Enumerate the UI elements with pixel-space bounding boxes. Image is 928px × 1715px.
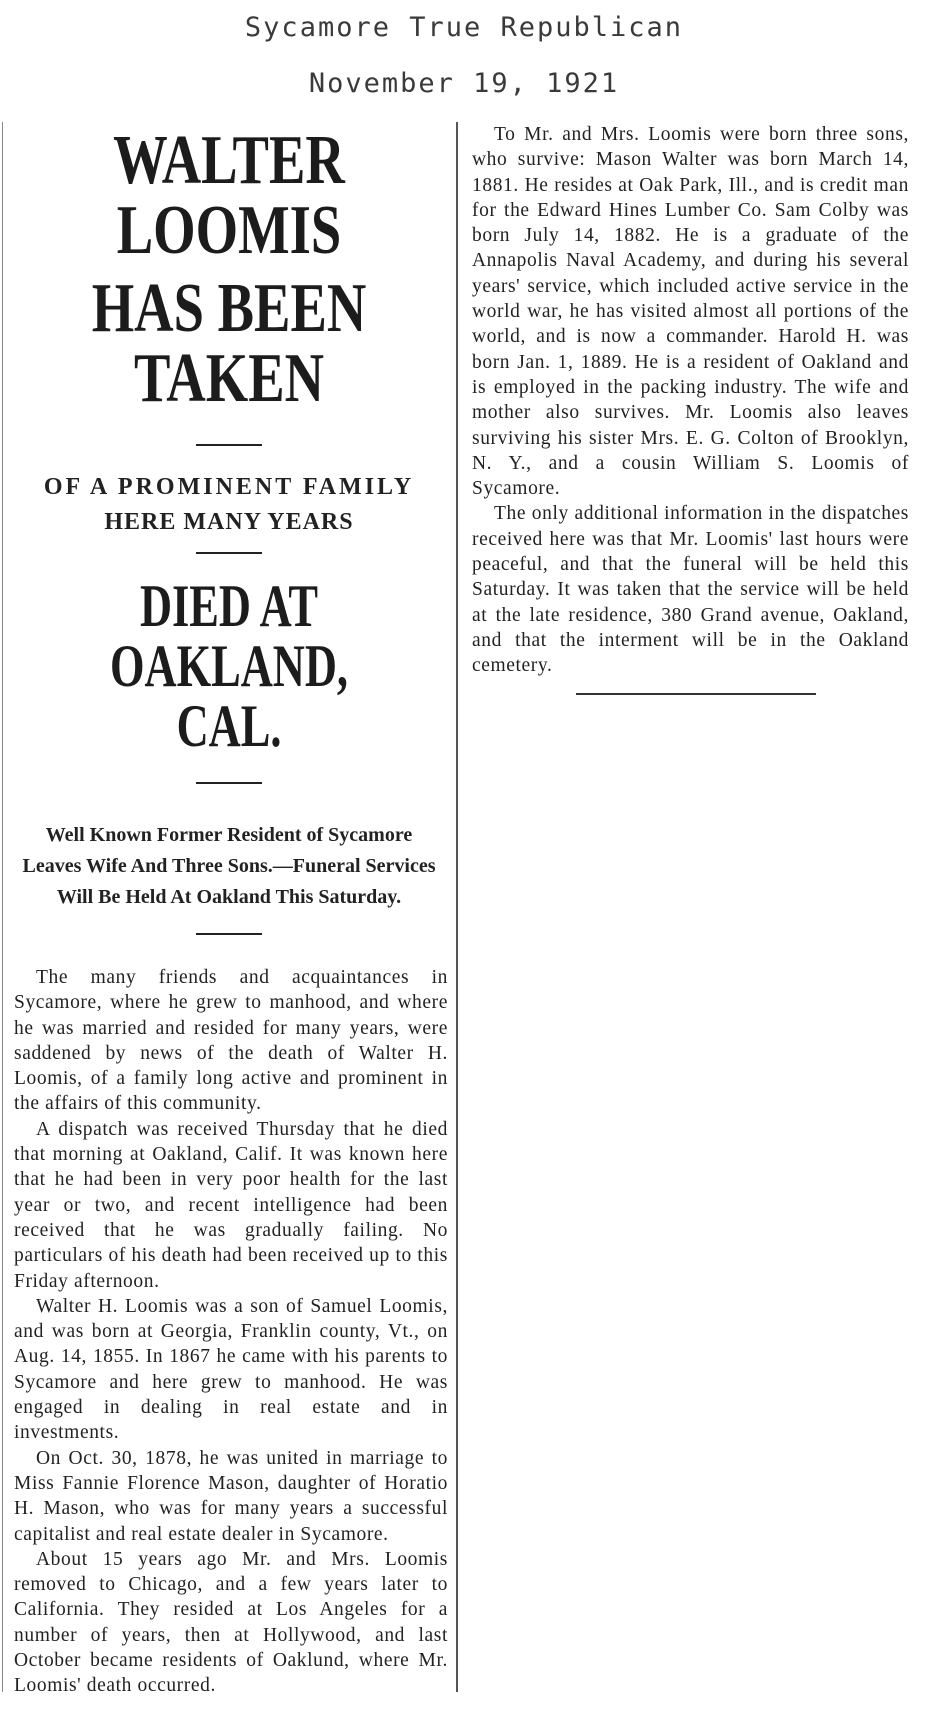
paragraph: The many friends and acquaintances in Sycamore, where he grew to manhood, and where he was married and resided for many years, were saddened by news of the death of Walter H. Loomis, of a family long active and prominent in the affairs of this community. (14, 967, 448, 1115)
headline-line-1: WALTER LOOMIS (113, 122, 345, 269)
headline-died-at-oakland: DIED AT OAKLAND, CAL. (109, 573, 349, 759)
article-body-left (6, 965, 452, 1699)
paragraph: Walter H. Loomis was a son of Samuel Loomis, and was born at Georgia, Franklin county, Vt., on Aug. 14, 1855. In 1867 he came with his parents to Sycamore and here grew to manhood. He was engaged in dealing in real estate and in investments. (14, 1295, 448, 1444)
deck-line-1: OF A PROMINENT FAMILY (43, 474, 415, 500)
paragraph: To Mr. and Mrs. Loomis were born three sons, who survive: Mason Walter was born March 14, 1881. He resides at Oak Park, Ill., and is credit man for the Edward Hines Lumber Co. Sam Colby was born July 14, 1882. He is a graduate of the Annapolis Naval Academy, and during his several years' service, which included active service in the world war, he has visited almost all portions of the world, and is now a commander. Harold H. was born Jan. 1, 1889. He is a resident of Oakland and is employed in the packing industry. The wife and mother also survives. Mr. Loomis also leaves surviving his sister Mrs. E. G. Colton of Brooklyn, N. Y., and a cousin William S. Loomis of Sycamore. (472, 124, 909, 500)
subheadline: Well Known Former Resident of Sycamore Leaves Wife And Three Sons.—Funeral Services Will Be Held At Oakland This Saturday. (22, 824, 436, 908)
article-body-right (466, 122, 913, 679)
paragraph: The only additional information in the dispatches received here was that Mr. Loomis' last hours were peaceful, and that the funeral will be held this Saturday. It was taken that the service will be held at the late residence, 380 Grand avenue, Oakland, and that the interment will be in the Oakland cemetery. (472, 503, 909, 677)
deck-line-2: HERE MANY YEARS (104, 509, 354, 535)
paper-name: Sycamore True Republican (244, 12, 684, 43)
headline-line-2: HAS BEEN TAKEN (91, 270, 367, 417)
paragraph: On Oct. 30, 1878, he was united in marriage to Miss Fannie Florence Mason, daughter of Horatio H. Mason, who was for many years a successful capitalist and real estate dealer in Sycamore. (14, 1447, 448, 1545)
right-column (466, 122, 913, 695)
end-of-article-rule (576, 693, 816, 695)
divider-rule (196, 782, 262, 784)
divider-rule (196, 552, 262, 554)
paragraph: About 15 years ago Mr. and Mrs. Loomis removed to Chicago, and a few years later to California. They resided at Los Angeles for a number of years, then at Hollywood, and last October became residents of Oaklund, where Mr. Loomis' death occurred. (14, 1548, 448, 1697)
left-column (6, 122, 452, 1699)
divider-rule (196, 444, 262, 446)
divider-rule (196, 933, 262, 935)
paragraph: A dispatch was received Thursday that he died that morning at Oakland, Calif. It was known here that he had been in very poor health for the last year or two, and recent intelligence had been received that he was gradually failing. No particulars of his death had been received up to this Friday afternoon. (14, 1118, 448, 1292)
publication-date: November 19, 1921 (308, 68, 620, 99)
left-border-rule (2, 122, 3, 1692)
column-divider (456, 122, 458, 1692)
